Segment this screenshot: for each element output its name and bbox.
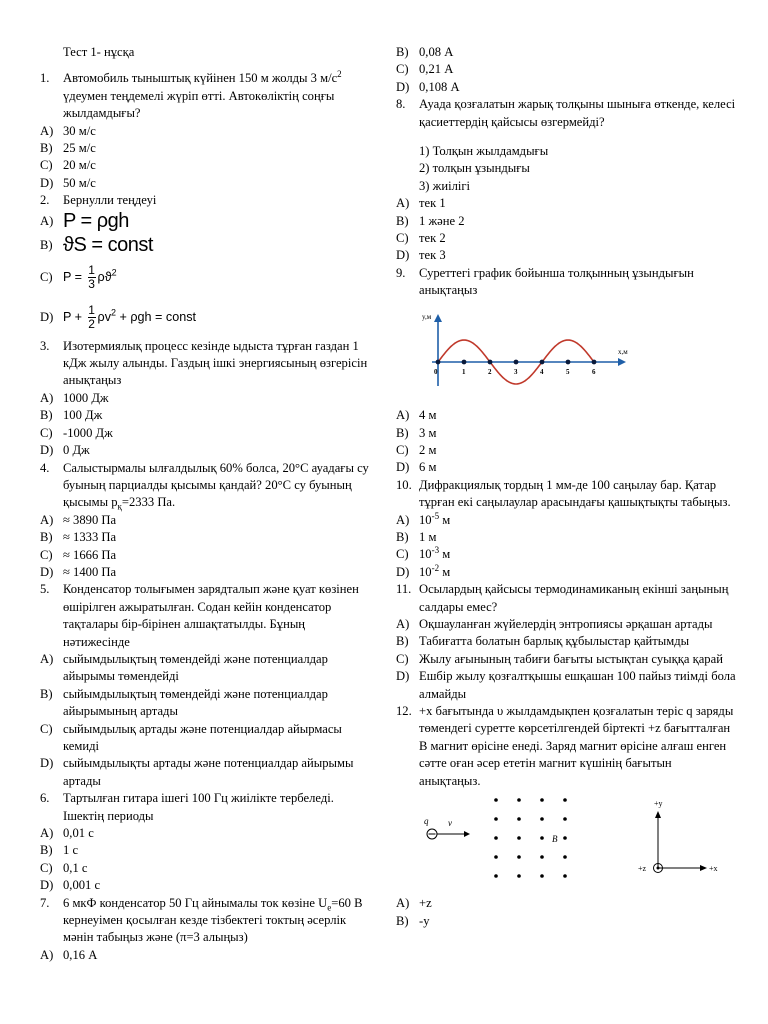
formula-part: ρv	[97, 309, 111, 324]
option-label: A)	[396, 896, 410, 911]
option-text: тек 3	[419, 248, 446, 263]
wave-graph-svg	[418, 310, 638, 390]
answer-option[interactable]	[396, 459, 736, 476]
answer-option[interactable]	[40, 390, 370, 407]
option-text: 100 Дж	[63, 408, 103, 423]
answer-option[interactable]	[40, 547, 370, 564]
answer-option[interactable]	[40, 721, 370, 756]
z-axis-label: +z	[638, 864, 647, 874]
field-label: B	[552, 834, 558, 845]
option-text: 3 м	[419, 425, 437, 440]
option-label: C)	[396, 651, 409, 666]
option-text: 6 м	[419, 460, 437, 475]
field-dot-icon	[563, 836, 567, 840]
answer-option[interactable]	[396, 895, 736, 912]
option-text: ≈ 1666 Па	[63, 547, 117, 562]
property-item: 1) Толқын жылдамдығы	[419, 144, 549, 159]
option-text: 20 м/с	[63, 158, 96, 173]
question-number: 9.	[396, 265, 406, 280]
option-base: 10	[419, 512, 432, 527]
question-11	[396, 581, 736, 616]
list-item	[396, 178, 736, 195]
question-3	[40, 338, 370, 390]
question-text: Суреттегі график бойынша толқынның ұзындығын анықтаңыз	[419, 265, 694, 298]
option-base: 10	[419, 564, 432, 579]
option-label: D)	[40, 175, 54, 190]
answer-option[interactable]	[396, 61, 736, 78]
option-label: A)	[40, 947, 54, 962]
question-text-part: =60 В кернеуімен қосылған кезде тізбектегі токтың әсерлік мәнін табыңыз және (π=3 алыңыз)	[63, 895, 363, 945]
wave-node-point	[462, 359, 467, 364]
x-axis-label: +x	[709, 864, 718, 874]
field-dot-icon	[517, 817, 521, 821]
option-text: 50 м/с	[63, 175, 96, 190]
option-label: D)	[396, 79, 410, 94]
list-item	[396, 143, 736, 160]
answer-option[interactable]	[396, 247, 736, 264]
option-text	[419, 546, 736, 563]
option-label: D)	[40, 443, 54, 458]
velocity-label: v	[448, 818, 452, 829]
answer-option[interactable]	[40, 442, 370, 459]
question-text: +x бағытында υ жылдамдықпен қозғалатын теріс q заряды төмендегі суретте көрсетілгендей біртекті +z бағытталған B магнит өрісіне енеді. Заряд магнит өрісіне алғаш енген сәтте оған әсер ететін магнит күшінің бағытын анықтаңыз.	[419, 704, 734, 788]
option-label: B)	[40, 408, 53, 423]
field-dot-icon	[540, 798, 544, 802]
question-4	[40, 460, 370, 512]
x-tick-label: 1	[462, 367, 466, 376]
answer-option[interactable]	[40, 842, 370, 859]
list-item	[396, 160, 736, 177]
question-10	[396, 477, 736, 512]
option-text: ≈ 3890 Па	[63, 512, 117, 527]
subscript: қ	[117, 501, 122, 512]
answer-option[interactable]	[40, 825, 370, 842]
formula-part: P =	[63, 269, 83, 284]
option-label: D)	[40, 564, 54, 579]
option-label: B)	[396, 913, 409, 928]
option-label: D)	[40, 756, 54, 771]
superscript: 2	[111, 307, 117, 318]
formula-part: + ρgh = const	[116, 309, 196, 324]
superscript: 2	[337, 69, 342, 80]
option-label: C)	[396, 231, 409, 246]
option-text: 0,08 А	[419, 45, 454, 59]
field-dot-icon	[494, 874, 498, 878]
option-text: 1 с	[63, 843, 79, 858]
answer-option[interactable]	[40, 234, 370, 258]
formula-b: ϑS = const	[63, 233, 153, 256]
answer-option[interactable]	[396, 195, 736, 212]
question-number: 11.	[396, 582, 412, 597]
option-text: 0,21 А	[419, 62, 454, 77]
option-text: 30 м/с	[63, 123, 96, 138]
answer-option[interactable]	[396, 79, 736, 96]
option-text: сыйымдылық артады және потенциалдар айырмасы кемиді	[63, 721, 342, 753]
option-label: A)	[40, 826, 54, 841]
option-label: B)	[396, 529, 409, 544]
wave-graph	[418, 310, 736, 395]
answer-option[interactable]	[40, 877, 370, 894]
answer-option[interactable]	[40, 529, 370, 546]
question-text	[63, 895, 370, 947]
answer-option[interactable]	[40, 686, 370, 721]
answer-option[interactable]	[40, 755, 370, 790]
option-label: A)	[40, 213, 54, 228]
field-dot-icon	[563, 874, 567, 878]
answer-option[interactable]	[396, 407, 736, 424]
left-column	[40, 44, 370, 964]
option-text: 0,16 А	[63, 947, 98, 962]
answer-option[interactable]	[40, 407, 370, 424]
subscript: e	[327, 902, 332, 913]
question-text: Ауада қозғалатын жарық толқыны шыныға өткенде, келесі қасиеттердің қайсысы өзгермейді?	[419, 97, 736, 129]
question-text: Бернулли теңдеуі	[63, 193, 157, 208]
field-dot-icon	[494, 798, 498, 802]
option-text: -1000 Дж	[63, 425, 113, 440]
answer-option[interactable]	[40, 258, 370, 298]
question-text-part: Автомобиль тыныштық күйінен 150 м жолды 3 м/с	[63, 71, 338, 86]
superscript: 2	[111, 267, 117, 278]
option-label: B)	[40, 843, 53, 858]
option-label: C)	[40, 860, 53, 875]
x-axis-label: x,м	[618, 347, 628, 356]
question-text-part: 6 мкФ конденсатор 50 Гц айнымалы ток көзіне U	[63, 895, 328, 910]
field-dot-icon	[494, 817, 498, 821]
x-tick-label: 5	[566, 367, 570, 376]
option-unit: м	[439, 564, 451, 579]
formula-part: ρϑ	[97, 269, 112, 284]
question-text-part: =2333 Па.	[121, 495, 176, 510]
velocity-arrowhead-icon	[464, 831, 470, 837]
field-dot-icon	[563, 817, 567, 821]
answer-option[interactable]	[40, 298, 370, 338]
option-text: тек 1	[419, 196, 446, 211]
answer-option[interactable]	[396, 512, 736, 529]
denominator: 3	[88, 277, 95, 292]
option-text: Табиғатта болатын барлық құбылыстар қайтымды	[419, 634, 690, 649]
option-text	[419, 564, 736, 581]
field-dot-icon	[517, 874, 521, 878]
question-number: 10.	[396, 477, 412, 492]
field-dot-icon	[494, 855, 498, 859]
fraction	[88, 264, 96, 291]
option-text: Оқшауланған жүйелердің энтропиясы әрқашан артады	[419, 616, 713, 631]
numerator: 1	[88, 303, 95, 318]
field-dot-icon	[540, 817, 544, 821]
option-label: D)	[396, 248, 410, 263]
question-number: 8.	[396, 97, 406, 112]
answer-option[interactable]	[40, 425, 370, 442]
property-item: 3) жиілігі	[419, 178, 471, 193]
option-text: 4 м	[419, 408, 437, 423]
wave-node-point	[592, 359, 597, 364]
origin-label: 0	[434, 367, 438, 376]
question-number: 12.	[396, 704, 412, 718]
fraction	[88, 304, 96, 331]
option-unit: м	[439, 512, 451, 527]
answer-option[interactable]	[396, 564, 736, 581]
field-dot-icon	[517, 855, 521, 859]
answer-option[interactable]	[396, 651, 736, 668]
field-dot-icon	[540, 836, 544, 840]
formula-a: P = ρgh	[63, 209, 129, 232]
option-label: A)	[396, 512, 410, 527]
y-axis-arrow-icon	[434, 314, 442, 322]
question-text: Конденсатор толығымен зарядталып және қуат көзінен өшірілген ажыратылған. Содан кейін конденсатор тақталары бір-бірінен алшақтатылды. Бұның нәтижесінде	[63, 582, 359, 649]
question-text-part: үдеумен теңдемелі жүріп өтті. Автокөліктің соңғы жылдамдығы?	[63, 88, 335, 121]
x-arrowhead-icon	[700, 865, 707, 871]
charge-label: q	[424, 816, 429, 827]
question-1	[40, 70, 370, 122]
option-label: C)	[40, 425, 53, 440]
question-text: Осылардың қайсысы термодинамиканың екінші заңының салдары емес?	[419, 582, 729, 614]
field-dot-icon	[563, 798, 567, 802]
wave-node-point	[488, 359, 493, 364]
option-label: D)	[396, 460, 410, 475]
question-text: Тартылған гитара ішегі 100 Гц жиілікте тербеледі. Ішектің периоды	[63, 791, 334, 823]
x-tick-label: 2	[488, 367, 492, 376]
wave-node-point	[540, 359, 545, 364]
answer-option[interactable]	[396, 230, 736, 247]
test-title: Тест 1- нұсқа	[63, 45, 135, 59]
answer-option[interactable]	[396, 616, 736, 633]
answer-option[interactable]	[40, 512, 370, 529]
question-12	[396, 703, 736, 790]
superscript: -3	[431, 545, 440, 556]
answer-option[interactable]	[40, 175, 370, 192]
option-text: ≈ 1333 Па	[63, 530, 117, 545]
option-label: B)	[396, 213, 409, 228]
x-tick-label: 4	[540, 367, 544, 376]
question-2	[40, 192, 370, 209]
answer-option[interactable]	[40, 210, 370, 234]
question-6	[40, 790, 370, 825]
option-text: 2 м	[419, 442, 437, 457]
option-label: A)	[40, 390, 54, 405]
option-label: B)	[396, 45, 409, 59]
numerator: 1	[88, 263, 95, 278]
option-text: 25 м/с	[63, 141, 96, 156]
answer-option[interactable]	[40, 140, 370, 157]
option-label: D)	[40, 878, 54, 893]
field-dot-icon	[517, 798, 521, 802]
option-text: сыйымдылықтың төмендейді және потенциалдар айырымының артады	[63, 686, 328, 719]
option-text: Жылу ағынының табиғи бағыты ыстықтан суыққа қарай	[419, 651, 723, 666]
option-label: C)	[396, 442, 409, 457]
option-label: D)	[396, 669, 410, 684]
option-text: ≈ 1400 Па	[63, 564, 117, 579]
option-label: A)	[396, 196, 410, 211]
option-unit: м	[439, 547, 451, 562]
x-tick-label: 6	[592, 367, 596, 376]
option-label: B)	[396, 634, 409, 649]
field-dot-icon	[517, 836, 521, 840]
option-label: A)	[396, 616, 410, 631]
y-arrowhead-icon	[655, 811, 661, 818]
answer-option[interactable]	[396, 529, 736, 546]
z-axis-dot-icon	[657, 867, 660, 870]
question-8	[396, 96, 736, 131]
answer-option[interactable]	[40, 157, 370, 174]
answer-option[interactable]	[396, 546, 736, 563]
x-axis-arrow-icon	[618, 358, 626, 366]
answer-option[interactable]	[40, 860, 370, 877]
option-label: B)	[40, 530, 53, 545]
answer-option[interactable]	[396, 913, 736, 930]
superscript: -5	[431, 510, 440, 521]
field-dot-icon	[563, 855, 567, 859]
answer-option[interactable]	[396, 442, 736, 459]
question-number: 4.	[40, 460, 50, 475]
option-label: B)	[396, 425, 409, 440]
question-number: 2.	[40, 193, 50, 208]
option-label: C)	[40, 269, 53, 284]
option-label: A)	[40, 512, 54, 527]
option-text: 0,01 с	[63, 826, 94, 841]
option-base: 10	[419, 547, 432, 562]
superscript: -2	[431, 562, 440, 573]
question-9	[396, 265, 736, 300]
option-text: 0 Дж	[63, 443, 90, 458]
answer-option[interactable]	[396, 213, 736, 230]
option-label: C)	[40, 158, 53, 173]
option-text: Ешбір жылу қозғалтқышы ешқашан 100 пайыз тиімді бола алмайды	[419, 669, 736, 701]
wave-node-point	[514, 359, 519, 364]
option-text: 1000 Дж	[63, 390, 109, 405]
y-axis-label: +y	[654, 799, 663, 809]
question-text: Дифракциялық тордың 1 мм-де 100 саңылау бар. Қатар тұрған екі саңылаулар арасындағы қашықтықты табыңыз.	[419, 477, 731, 510]
option-label: B)	[40, 237, 53, 252]
y-axis-label: y,м	[422, 312, 432, 321]
option-label: A)	[396, 408, 410, 423]
option-label: A)	[40, 123, 54, 138]
option-label: A)	[40, 651, 54, 666]
field-dot-icon	[540, 855, 544, 859]
magnetic-field-figure	[418, 794, 736, 891]
option-text: 0,001 с	[63, 878, 101, 893]
field-dot-icon	[494, 836, 498, 840]
option-label: D)	[396, 564, 410, 579]
answer-option[interactable]	[396, 633, 736, 650]
answer-option[interactable]	[396, 668, 736, 703]
option-label: C)	[396, 547, 409, 562]
answer-option[interactable]	[40, 564, 370, 581]
option-label: B)	[40, 141, 53, 156]
option-label: C)	[396, 62, 409, 77]
wave-node-point	[436, 359, 441, 364]
question-number: 1.	[40, 71, 50, 86]
option-label: C)	[40, 721, 53, 736]
option-text: сыйымдылықты артады және потенциалдар айырымы артады	[63, 756, 354, 788]
answer-option[interactable]	[396, 425, 736, 442]
question-text	[63, 70, 370, 122]
wave-node-point	[566, 359, 571, 364]
field-dot-icon	[540, 874, 544, 878]
question-text-part: Салыстырмалы ылғалдылық 60% болса, 20°C ауадағы су буының парциалды қысымы қандай? 20°C су буының қысымы р	[63, 460, 369, 510]
denominator: 2	[88, 317, 95, 332]
option-text: -y	[419, 913, 430, 928]
option-text: 1 және 2	[419, 213, 465, 228]
question-7	[40, 895, 370, 947]
option-label: C)	[40, 547, 53, 562]
question-text	[63, 460, 370, 512]
option-text: 0,1 с	[63, 860, 88, 875]
formula-d	[63, 304, 196, 331]
right-column	[396, 44, 736, 930]
question-number: 7.	[40, 895, 50, 910]
option-text	[419, 512, 736, 529]
option-text: сыйымдылықтың төмендейді және потенциалдар айырымы төмендейді	[63, 651, 328, 684]
property-item: 2) толқын ұзындығы	[419, 161, 530, 176]
answer-option[interactable]	[40, 651, 370, 686]
answer-option[interactable]	[40, 123, 370, 140]
option-text: 0,108 А	[419, 79, 460, 94]
question-number: 5.	[40, 582, 50, 597]
magnetic-field-svg	[418, 794, 738, 886]
question-5	[40, 581, 370, 651]
formula-part: P +	[63, 309, 83, 324]
option-label: D)	[40, 309, 54, 324]
option-text: тек 2	[419, 231, 446, 246]
question-number: 6.	[40, 791, 50, 806]
formula-c	[63, 264, 117, 291]
option-text: 1 м	[419, 529, 437, 544]
question-text: Изотермиялық процесс кезінде ыдыста тұрған газдан 1 кДж жылу алынды. Газдың ішкі энергиясының өзгерісін анықтаңыз	[63, 338, 368, 388]
answer-option[interactable]	[40, 947, 370, 964]
x-tick-label: 3	[514, 367, 518, 376]
question-number: 3.	[40, 338, 50, 353]
answer-option[interactable]	[396, 44, 736, 61]
option-text: +z	[419, 896, 432, 911]
option-label: B)	[40, 686, 53, 701]
